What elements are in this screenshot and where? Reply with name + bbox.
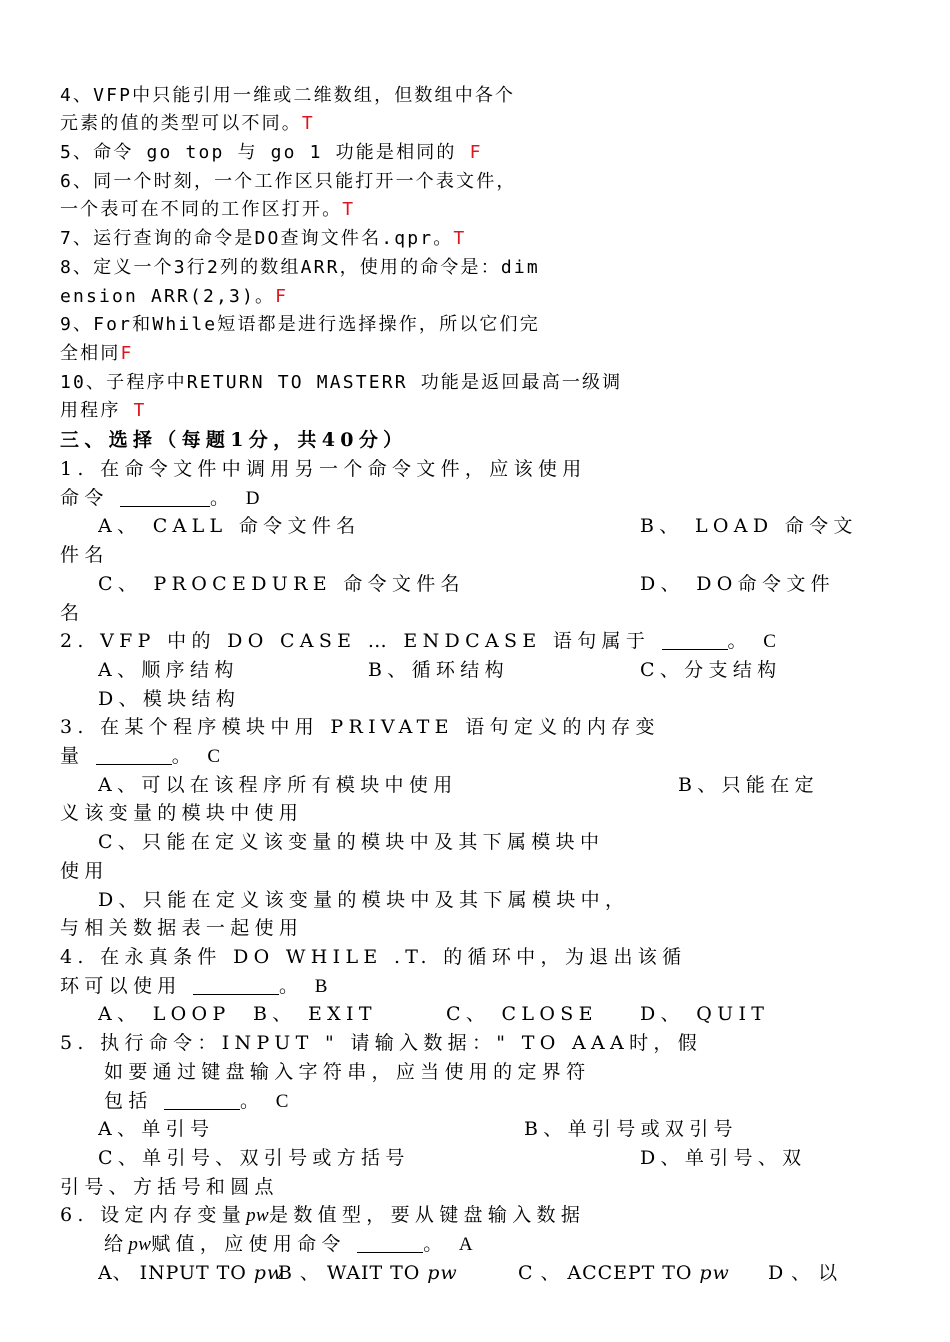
variable-name: pw <box>128 1234 152 1255</box>
option-d: D、单引号、双 <box>640 1147 807 1169</box>
answer-letter: C <box>763 631 777 652</box>
tf-item-6-line2: 一个表可在不同的工作区打开。T <box>60 199 356 220</box>
mc-q2-line1: 2. VFP 中的 DO CASE … ENDCASE 语句属于 。 C <box>60 630 777 652</box>
answer-letter: C <box>207 746 221 767</box>
option-c: C 、 ACCEPT TO pw <box>518 1262 730 1284</box>
mc-q5-option-d-cont: 引号、方括号和圆点 <box>60 1176 279 1198</box>
answer-mark: F <box>275 286 289 307</box>
mc-q3-option-d: D、只能在定义该变量的模块中及其下属模块中， <box>98 889 630 911</box>
answer-blank <box>662 629 728 650</box>
mc-q1-options-ab <box>98 512 890 540</box>
tf-item-8-line2: ension ARR(2,3)。F <box>60 286 289 307</box>
answer-mark: T <box>453 228 467 249</box>
option-a: A、顺序结构 <box>98 659 239 681</box>
variable-name: pw <box>246 1205 269 1226</box>
mc-q1-option-d-cont: 名 <box>60 602 85 624</box>
answer-blank <box>193 974 279 995</box>
mc-q3-option-d-cont: 与相关数据表一起使用 <box>60 917 304 939</box>
option-c: C、 CLOSE <box>446 1003 598 1025</box>
tf-item-8-line1: 8、定义一个3行2列的数组ARR，使用的命令是：dim <box>60 257 540 278</box>
mc-q1-line1: 1. 在命令文件中调用另一个命令文件，应该使用 <box>60 458 587 480</box>
mc-q6-line1: 6. 设定内存变量pw是数值型，要从键盘输入数据 <box>60 1204 586 1226</box>
option-d: D、 DO命令文件 <box>640 573 835 595</box>
option-b: B、循环结构 <box>368 659 509 681</box>
mc-q3-options-ab <box>98 771 890 799</box>
mc-q3-option-b-cont: 义该变量的模块中使用 <box>60 802 304 824</box>
answer-blank <box>96 744 172 765</box>
option-a: A、 INPUT TO pw <box>98 1262 285 1284</box>
option-b: B、单引号或双引号 <box>524 1118 738 1140</box>
mc-q6-line2: 给pw赋值，应使用命令 。 A <box>104 1233 474 1255</box>
answer-letter: D <box>245 488 260 509</box>
answer-letter: C <box>275 1091 289 1112</box>
mc-q3-option-c-cont: 使用 <box>60 860 109 882</box>
mc-q5-line3: 包括 。 C <box>104 1090 289 1112</box>
answer-mark: F <box>120 343 134 364</box>
answer-letter: A <box>458 1234 474 1255</box>
option-a: A、 CALL 命令文件名 <box>98 515 361 537</box>
mc-q1-options-cd <box>98 570 890 598</box>
tf-item-4-line2: 元素的值的类型可以不同。T <box>60 113 315 134</box>
tf-item-9-line2: 全相同F <box>60 343 134 364</box>
answer-mark: F <box>469 142 483 163</box>
option-c: C、单引号、双引号或方括号 <box>98 1147 410 1169</box>
mc-q5-line2: 如要通过键盘输入字符串，应当使用的定界符 <box>104 1061 591 1083</box>
tf-item-10-line1: 10、子程序中RETURN TO MASTERR 功能是返回最高一级调 <box>60 372 623 393</box>
answer-mark: T <box>342 199 356 220</box>
answer-blank <box>120 486 210 507</box>
option-c: C、 PROCEDURE 命令文件名 <box>98 573 465 595</box>
section-title: 三、选择（每题1分，共40分） <box>60 429 408 451</box>
tf-item-5: 5、命令 go top 与 go 1 功能是相同的 F <box>60 142 483 163</box>
answer-letter: B <box>314 976 328 997</box>
option-a: A、 LOOP <box>98 1003 231 1025</box>
mc-q5-options-cd <box>98 1144 890 1172</box>
mc-q3-option-c: C、只能在定义该变量的模块中及其下属模块中 <box>98 831 605 853</box>
mc-q3-line2: 量 。 C <box>60 745 221 767</box>
option-a: A、单引号 <box>98 1118 215 1140</box>
mc-q1-option-b-cont: 件名 <box>60 544 109 566</box>
mc-q2-option-d: D、模块结构 <box>98 688 241 710</box>
mc-q2-options-abc <box>98 656 890 684</box>
tf-item-10-line2: 用程序 T <box>60 400 147 421</box>
answer-blank <box>357 1232 423 1253</box>
tf-item-4-line1: 4、VFP中只能引用一维或二维数组，但数组中各个 <box>60 85 516 106</box>
option-b: B、只能在定 <box>678 774 819 796</box>
answer-mark: T <box>133 400 147 421</box>
mc-q4-line1: 4. 在永真条件 DO WHILE .T. 的循环中，为退出该循 <box>60 946 687 968</box>
option-d: D 、 以 <box>768 1262 839 1284</box>
mc-q4-line2: 环可以使用 。 B <box>60 975 328 997</box>
mc-q5-line1: 5. 执行命令：INPUT " 请输入数据：" TO AAA时，假 <box>60 1032 703 1054</box>
mc-q3-line1: 3. 在某个程序模块中用 PRIVATE 语句定义的内存变 <box>60 716 660 738</box>
option-b: B、 EXIT <box>253 1003 377 1025</box>
mc-q6-options <box>98 1259 890 1287</box>
mc-q4-options <box>98 1000 890 1028</box>
option-d: D、 QUIT <box>640 1003 770 1025</box>
option-a: A、可以在该程序所有模块中使用 <box>98 774 458 796</box>
answer-mark: T <box>301 113 315 134</box>
option-b: B 、 WAIT TO pw <box>278 1262 458 1284</box>
mc-q1-line2: 命令 。 D <box>60 487 260 509</box>
tf-item-9-line1: 9、For和While短语都是进行选择操作，所以它们完 <box>60 314 540 335</box>
tf-item-7: 7、运行查询的命令是DO查询文件名.qpr。T <box>60 228 467 249</box>
mc-q5-options-ab <box>98 1115 890 1143</box>
tf-item-6-line1: 6、同一个时刻，一个工作区只能打开一个表文件， <box>60 171 517 192</box>
option-b: B、 LOAD 命令文 <box>640 515 858 537</box>
option-c: C、分支结构 <box>640 659 782 681</box>
answer-blank <box>164 1089 240 1110</box>
